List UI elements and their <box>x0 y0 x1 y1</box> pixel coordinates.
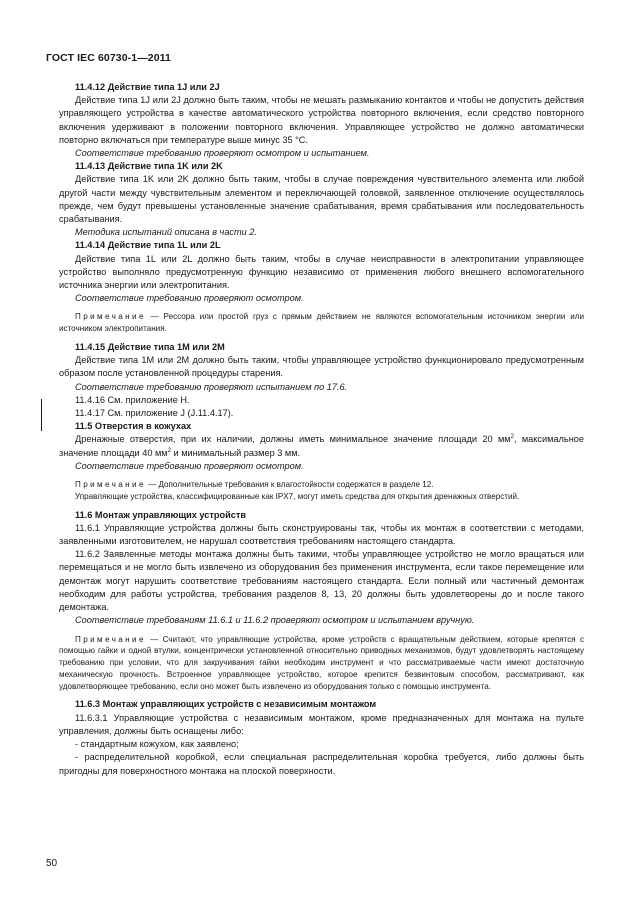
compliance-check: Соответствие требованию проверяют осмотром. <box>75 293 304 304</box>
section-heading: 11.5 Отверстия в кожухах <box>75 421 192 432</box>
section-heading: 11.6.3 Монтаж управляющих устройств с независимым монтажом <box>75 699 377 710</box>
note-text: — Дополнительные требования к влагостойкости содержатся в разделе 12. <box>148 480 434 490</box>
note-text: — Считают, что управляющие устройства, кроме устройств с вращательным действием, которые крепятся с помощью гайки и одной втулки, концентрически установленной относительно приводных механизмов, будут удовлетворять настоящему требованию при условии, что для закручивания гайки необходим инструмент и что рассматриваемые части имеют достаточную механическую прочность. Встроенное управляющее устройство, которое крепится безвинтовым способом, рассматривают, как удовлетворяющее требованию, если оно может быть извлечено из оборудования только с помощью инструмента. <box>59 634 584 691</box>
superscript: 2 <box>510 434 514 441</box>
section-heading: 11.6 Монтаж управляющих устройств <box>75 509 247 520</box>
paragraph: 11.4.17 См. приложение J (J.11.4.17). <box>75 408 234 419</box>
compliance-check: Методика испытаний описана в части 2. <box>75 227 257 238</box>
section-heading: 11.4.12 Действие типа 1J или 2J <box>75 82 220 92</box>
paragraph: Действие типа 1M или 2M должно быть таким, чтобы управляющее устройство функционировало предусмотренным образом после установленной процедуры старения. <box>59 355 584 379</box>
revision-bar <box>41 399 42 431</box>
note <box>59 311 584 335</box>
paragraph: 11.6.1 Управляющие устройства должны быть сконструированы так, чтобы их монтаж в соответствии с методами, заявленными изготовителем, не нарушал соответствия требованиям настоящего стандарта. <box>59 522 584 547</box>
paragraph: 11.4.16 См. приложение H. <box>75 394 190 405</box>
note-text: — Рессора или простой груз с прямым действием не являются вспомогательным источником энергии или источником электропитания. <box>59 312 584 334</box>
note <box>59 634 584 693</box>
list-item: - стандартным кожухом, как заявлено; <box>75 739 239 750</box>
page-content <box>59 81 584 778</box>
text-run: , максимальное значение площади 40 мм <box>59 434 584 458</box>
paragraph: 11.6.3.1 Управляющие устройства с независимым монтажом, кроме предназначенных для монтажа на пульте управления, должны быть оснащены либо: <box>59 712 584 736</box>
document-header: ГОСТ IEC 60730-1—2011 <box>46 52 171 64</box>
paragraph: Действие типа 1L или 2L должно быть таким, чтобы в случае неисправности в электропитании управляющее устройство выполняло предусмотренную функцию независимо от применения любого внешнего вспомогательного источника энергии или электропитания. <box>59 253 584 291</box>
text-run: и минимальный размер 3 мм. <box>170 447 301 458</box>
section-heading: 11.4.13 Действие типа 1K или 2K <box>75 161 223 172</box>
paragraph: Действие типа 1K или 2K должно быть таким, чтобы в случае повреждения чувствительного элемента или любой другой части между чувствительным элементом и переключающей головкой, заявленное отключение осуществлялось прежде, чем будут превышены установленные значение срабатывания, время срабатывания или последовательность срабатывания. <box>59 174 584 225</box>
paragraph <box>59 433 584 459</box>
compliance-check: Соответствие требованиям 11.6.1 и 11.6.2 проверяют осмотром и испытанием вручную. <box>75 615 475 626</box>
note-label: Примечание <box>75 480 146 490</box>
paragraph: Действие типа 1J или 2J должно быть таким, чтобы не мешать размыканию контактов и чтобы не допустить действия управляющего устройства в качестве автоматического устройства повторного включения, если средство повторного включения удерживают в положении повторного включения. Управляющее устройство не должно автоматически повторно включаться при температуре выше минус 35 °С. <box>59 95 584 145</box>
note <box>59 479 584 491</box>
note-label: Примечание <box>75 312 146 322</box>
page-number: 50 <box>46 858 58 869</box>
paragraph: 11.6.2 Заявленные методы монтажа должны быть такими, чтобы управляющее устройство не могло вращаться или перемещаться и не могло быть извлечено из оборудования без применения инструмента, если такое перемещение или демонтаж могут нарушить соответствие требованиям настоящего стандарта. Если полный или частичный демонтаж необходим для работы устройства, требования разделов 8, 13, 20 должны быть удовлетворены до и после такого демонтажа. <box>59 549 584 613</box>
compliance-check: Соответствие требованию проверяют осмотром. <box>75 460 304 471</box>
superscript: 2 <box>167 447 171 454</box>
section-heading: 11.4.15 Действие типа 1M или 2M <box>75 342 225 353</box>
text-run: Дренажные отверстия, при их наличии, должны иметь минимальное значение площади 20 мм <box>75 434 511 445</box>
note-continuation: Управляющие устройства, классифицированные как IPX7, могут иметь средства для открытия дренажных отверстий. <box>75 491 520 501</box>
list-item: - распределительной коробкой, если специальная распределительная коробка требуется, либо должны быть пригодны для поверхностного монтажа на плоской поверхности. <box>59 752 584 776</box>
compliance-check: Соответствие требованию проверяют осмотром и испытанием. <box>75 148 370 159</box>
compliance-check: Соответствие требованию проверяют испытанием по 17.6. <box>75 381 348 392</box>
section-heading: 11.4.14 Действие типа 1L или 2L <box>75 240 221 251</box>
note-label: Примечание <box>75 634 146 644</box>
